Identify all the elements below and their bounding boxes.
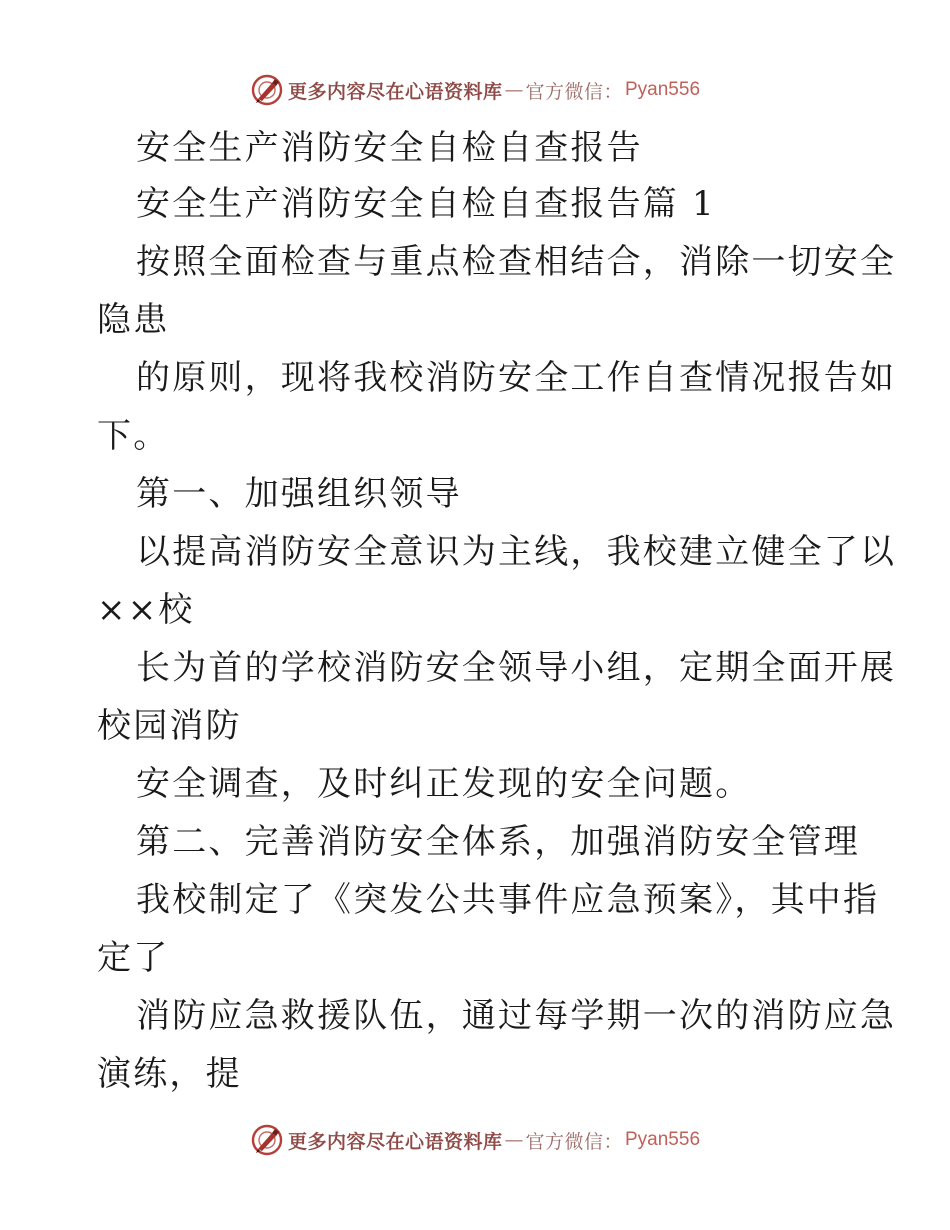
footer-watermark-banner bbox=[0, 1120, 950, 1160]
header-watermark-banner bbox=[0, 70, 950, 110]
paragraph-line: 下。 bbox=[97, 416, 170, 456]
paragraph-line: 定了 bbox=[97, 938, 170, 978]
paragraph-line: 安全调查，及时纠正发现的安全问题。 bbox=[136, 764, 752, 804]
paragraph-line: 我校制定了《突发公共事件应急预案》，其中指 bbox=[136, 880, 880, 920]
banner-wechat-id: Pyan556 bbox=[625, 1129, 701, 1150]
banner-official-label: 官方微信： bbox=[525, 1130, 623, 1153]
section-heading: 第一、加强组织领导 bbox=[136, 474, 462, 514]
paragraph-line: 演练，提 bbox=[97, 1054, 242, 1094]
banner-wechat-id: Pyan556 bbox=[625, 79, 701, 100]
section-heading: 第二、完善消防安全体系，加强消防安全管理 bbox=[136, 822, 860, 862]
paragraph-line: 长为首的学校消防安全领导小组，定期全面开展 bbox=[136, 648, 897, 688]
paragraph-line: 按照全面检查与重点检查相结合，消除一切安全 bbox=[136, 242, 897, 282]
pen-logo-icon bbox=[250, 73, 284, 107]
document-title: 安全生产消防安全自检自查报告 bbox=[136, 128, 643, 168]
banner-brand-text: 更多内容尽在心语资料库 bbox=[287, 80, 503, 103]
section-heading: 安全生产消防安全自检自查报告篇 1 bbox=[136, 184, 716, 224]
pen-logo-icon bbox=[250, 1123, 284, 1157]
paragraph-line: 隐患 bbox=[97, 300, 170, 340]
paragraph-line: ××校 bbox=[97, 590, 195, 630]
paragraph-line: 校园消防 bbox=[97, 706, 242, 746]
paragraph-line: 消防应急救援队伍，通过每学期一次的消防应急 bbox=[136, 996, 897, 1036]
paragraph-line: 的原则，现将我校消防安全工作自查情况报告如 bbox=[136, 358, 897, 398]
paragraph-line: 以提高消防安全意识为主线，我校建立健全了以 bbox=[136, 532, 897, 572]
banner-dash: — bbox=[504, 1129, 524, 1151]
banner-dash: — bbox=[504, 79, 524, 101]
banner-brand-text: 更多内容尽在心语资料库 bbox=[287, 1130, 503, 1153]
banner-official-label: 官方微信： bbox=[525, 80, 623, 103]
